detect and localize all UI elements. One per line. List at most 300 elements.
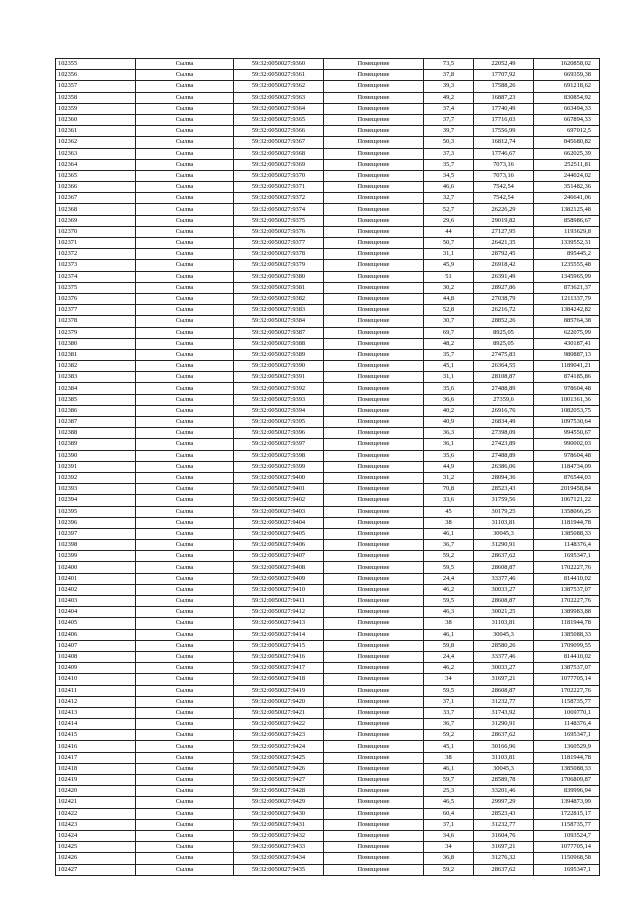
table-row <box>56 103 600 114</box>
table-row <box>56 249 600 260</box>
cell-settlement: Сылва <box>136 540 234 551</box>
cell-specific-value: 26391,49 <box>474 271 534 282</box>
cell-specific-value: 31103,81 <box>474 618 534 629</box>
cell-cadastral-number: 59:32:0050027:9369 <box>234 159 324 170</box>
cell-area: 25,3 <box>424 786 474 797</box>
cell-specific-value: 31743,92 <box>474 707 534 718</box>
cell-specific-value: 26918,42 <box>474 260 534 271</box>
cell-specific-value: 28523,43 <box>474 484 534 495</box>
cell-object-kind: Помещение <box>324 528 424 539</box>
cell-area: 45,1 <box>424 741 474 752</box>
cell-cadastral-value: 662025,39 <box>534 148 600 159</box>
cell-specific-value: 33201,46 <box>474 786 534 797</box>
cell-row-id: 102373 <box>56 260 136 271</box>
cell-cadastral-value: 978604,48 <box>534 383 600 394</box>
cell-settlement: Сылва <box>136 103 234 114</box>
table-row <box>56 260 600 271</box>
cell-specific-value: 27398,09 <box>474 428 534 439</box>
cell-object-kind: Помещение <box>324 249 424 260</box>
cell-cadastral-number: 59:32:0050027:9381 <box>234 282 324 293</box>
cell-specific-value: 28523,43 <box>474 808 534 819</box>
cell-settlement: Сылва <box>136 193 234 204</box>
cell-object-kind: Помещение <box>324 349 424 360</box>
table-row <box>56 786 600 797</box>
cell-cadastral-number: 59:32:0050027:9406 <box>234 540 324 551</box>
cell-cadastral-number: 59:32:0050027:9412 <box>234 607 324 618</box>
cell-settlement: Сылва <box>136 316 234 327</box>
cell-settlement: Сылва <box>136 484 234 495</box>
cell-cadastral-value: 1387537,07 <box>534 584 600 595</box>
cell-row-id: 102363 <box>56 148 136 159</box>
cell-settlement: Сылва <box>136 59 234 70</box>
cell-row-id: 102370 <box>56 226 136 237</box>
cell-cadastral-number: 59:32:0050027:9427 <box>234 775 324 786</box>
cell-area: 24,4 <box>424 651 474 662</box>
cell-area: 48,2 <box>424 338 474 349</box>
cell-object-kind: Помещение <box>324 719 424 730</box>
cell-object-kind: Помещение <box>324 584 424 595</box>
cell-specific-value: 7542,54 <box>474 182 534 193</box>
cell-object-kind: Помещение <box>324 763 424 774</box>
cell-cadastral-number: 59:32:0050027:9361 <box>234 70 324 81</box>
cell-specific-value: 28608,87 <box>474 562 534 573</box>
cell-cadastral-number: 59:32:0050027:9368 <box>234 148 324 159</box>
cell-row-id: 102398 <box>56 540 136 551</box>
cell-cadastral-value: 1077705,14 <box>534 842 600 853</box>
cell-object-kind: Помещение <box>324 596 424 607</box>
cell-area: 50,3 <box>424 137 474 148</box>
table-row <box>56 159 600 170</box>
cell-cadastral-number: 59:32:0050027:9377 <box>234 238 324 249</box>
cell-cadastral-number: 59:32:0050027:9372 <box>234 193 324 204</box>
cell-cadastral-number: 59:32:0050027:9395 <box>234 417 324 428</box>
cell-cadastral-number: 59:32:0050027:9413 <box>234 618 324 629</box>
cell-area: 38 <box>424 517 474 528</box>
cell-cadastral-number: 59:32:0050027:9423 <box>234 730 324 741</box>
cell-cadastral-number: 59:32:0050027:9362 <box>234 81 324 92</box>
cell-settlement: Сылва <box>136 81 234 92</box>
cell-settlement: Сылва <box>136 204 234 215</box>
cell-cadastral-number: 59:32:0050027:9425 <box>234 752 324 763</box>
cell-area: 32,7 <box>424 193 474 204</box>
cell-settlement: Сылва <box>136 226 234 237</box>
cell-area: 46,2 <box>424 663 474 674</box>
cell-area: 34,6 <box>424 830 474 841</box>
cell-object-kind: Помещение <box>324 685 424 696</box>
cell-settlement: Сылва <box>136 640 234 651</box>
cell-object-kind: Помещение <box>324 238 424 249</box>
cell-cadastral-number: 59:32:0050027:9428 <box>234 786 324 797</box>
cell-cadastral-value: 858986,67 <box>534 215 600 226</box>
cell-cadastral-number: 59:32:0050027:9396 <box>234 428 324 439</box>
cell-settlement: Сылва <box>136 428 234 439</box>
cell-specific-value: 30021,25 <box>474 607 534 618</box>
cell-settlement: Сылва <box>136 159 234 170</box>
cell-area: 31,2 <box>424 472 474 483</box>
table-row <box>56 305 600 316</box>
cell-specific-value: 16812,74 <box>474 137 534 148</box>
cell-area: 34 <box>424 842 474 853</box>
cell-cadastral-number: 59:32:0050027:9382 <box>234 293 324 304</box>
cell-row-id: 102376 <box>56 293 136 304</box>
cell-specific-value: 28094,36 <box>474 472 534 483</box>
cell-specific-value: 27488,89 <box>474 383 534 394</box>
cell-specific-value: 8925,05 <box>474 327 534 338</box>
cell-row-id: 102397 <box>56 528 136 539</box>
table-row <box>56 417 600 428</box>
cell-object-kind: Помещение <box>324 126 424 137</box>
cell-row-id: 102390 <box>56 450 136 461</box>
cell-row-id: 102384 <box>56 383 136 394</box>
cell-object-kind: Помещение <box>324 361 424 372</box>
cell-cadastral-value: 1148376,4 <box>534 719 600 730</box>
cell-specific-value: 33377,46 <box>474 651 534 662</box>
cell-specific-value: 27359,6 <box>474 394 534 405</box>
cell-settlement: Сылва <box>136 573 234 584</box>
cell-cadastral-value: 1193629,8 <box>534 226 600 237</box>
cell-object-kind: Помещение <box>324 707 424 718</box>
cell-settlement: Сылва <box>136 461 234 472</box>
cell-settlement: Сылва <box>136 305 234 316</box>
cell-row-id: 102381 <box>56 349 136 360</box>
cell-row-id: 102408 <box>56 651 136 662</box>
table-row <box>56 607 600 618</box>
cell-area: 59,5 <box>424 685 474 696</box>
cell-object-kind: Помещение <box>324 618 424 629</box>
cell-specific-value: 17707,92 <box>474 70 534 81</box>
cell-specific-value: 30179,25 <box>474 506 534 517</box>
cell-area: 44 <box>424 226 474 237</box>
cell-row-id: 102418 <box>56 763 136 774</box>
table-row <box>56 674 600 685</box>
cell-specific-value: 16887,23 <box>474 92 534 103</box>
cell-settlement: Сылва <box>136 349 234 360</box>
table-row <box>56 59 600 70</box>
cell-object-kind: Помещение <box>324 137 424 148</box>
cell-row-id: 102419 <box>56 775 136 786</box>
cell-area: 37,7 <box>424 114 474 125</box>
cell-cadastral-number: 59:32:0050027:9394 <box>234 405 324 416</box>
cell-area: 46,1 <box>424 528 474 539</box>
table-row <box>56 316 600 327</box>
cell-row-id: 102414 <box>56 719 136 730</box>
cell-cadastral-number: 59:32:0050027:9419 <box>234 685 324 696</box>
cell-settlement: Сылва <box>136 707 234 718</box>
cell-area: 40,2 <box>424 405 474 416</box>
cell-cadastral-value: 1695347,1 <box>534 730 600 741</box>
cell-area: 36,8 <box>424 853 474 864</box>
cell-cadastral-number: 59:32:0050027:9402 <box>234 495 324 506</box>
cell-specific-value: 17746,67 <box>474 148 534 159</box>
cell-specific-value: 26216,72 <box>474 305 534 316</box>
cell-object-kind: Помещение <box>324 663 424 674</box>
cell-settlement: Сылва <box>136 182 234 193</box>
cell-cadastral-number: 59:32:0050027:9411 <box>234 596 324 607</box>
cell-object-kind: Помещение <box>324 797 424 808</box>
cell-cadastral-value: 1339552,31 <box>534 238 600 249</box>
table-row <box>56 137 600 148</box>
cell-cadastral-value: 663494,33 <box>534 103 600 114</box>
cell-row-id: 102399 <box>56 551 136 562</box>
cell-row-id: 102392 <box>56 472 136 483</box>
cell-area: 35,6 <box>424 383 474 394</box>
table-row <box>56 640 600 651</box>
cell-cadastral-number: 59:32:0050027:9431 <box>234 819 324 830</box>
cell-specific-value: 27488,89 <box>474 450 534 461</box>
table-row <box>56 484 600 495</box>
cell-object-kind: Помещение <box>324 383 424 394</box>
cell-object-kind: Помещение <box>324 674 424 685</box>
cell-row-id: 102395 <box>56 506 136 517</box>
table-row <box>56 741 600 752</box>
cell-object-kind: Помещение <box>324 193 424 204</box>
cell-object-kind: Помещение <box>324 853 424 864</box>
cell-cadastral-number: 59:32:0050027:9390 <box>234 361 324 372</box>
cell-cadastral-number: 59:32:0050027:9383 <box>234 305 324 316</box>
cell-row-id: 102421 <box>56 797 136 808</box>
table-row <box>56 92 600 103</box>
cell-settlement: Сылва <box>136 551 234 562</box>
cell-row-id: 102410 <box>56 674 136 685</box>
cell-settlement: Сылва <box>136 271 234 282</box>
cell-specific-value: 31232,77 <box>474 696 534 707</box>
cell-row-id: 102388 <box>56 428 136 439</box>
cell-area: 59,2 <box>424 551 474 562</box>
table-row <box>56 495 600 506</box>
table-row <box>56 282 600 293</box>
table-row <box>56 428 600 439</box>
table-row <box>56 148 600 159</box>
cell-cadastral-value: 252511,81 <box>534 159 600 170</box>
cell-area: 50,7 <box>424 238 474 249</box>
cell-cadastral-number: 59:32:0050027:9364 <box>234 103 324 114</box>
cell-cadastral-number: 59:32:0050027:9418 <box>234 674 324 685</box>
cell-object-kind: Помещение <box>324 786 424 797</box>
cell-row-id: 102404 <box>56 607 136 618</box>
cell-area: 46,1 <box>424 763 474 774</box>
cell-settlement: Сылва <box>136 249 234 260</box>
cell-cadastral-value: 2019458,84 <box>534 484 600 495</box>
cell-cadastral-value: 839996,94 <box>534 786 600 797</box>
cell-row-id: 102383 <box>56 372 136 383</box>
cell-object-kind: Помещение <box>324 59 424 70</box>
cell-cadastral-value: 1067121,22 <box>534 495 600 506</box>
cell-cadastral-number: 59:32:0050027:9388 <box>234 338 324 349</box>
cell-cadastral-value: 873621,37 <box>534 282 600 293</box>
cell-cadastral-value: 980887,13 <box>534 349 600 360</box>
cell-row-id: 102355 <box>56 59 136 70</box>
cell-specific-value: 31103,81 <box>474 752 534 763</box>
cell-specific-value: 26916,76 <box>474 405 534 416</box>
cell-cadastral-value: 1384242,82 <box>534 305 600 316</box>
cell-settlement: Сылва <box>136 506 234 517</box>
cell-cadastral-value: 1695347,1 <box>534 864 600 875</box>
cell-cadastral-number: 59:32:0050027:9379 <box>234 260 324 271</box>
cell-row-id: 102425 <box>56 842 136 853</box>
cell-area: 33,6 <box>424 495 474 506</box>
cell-settlement: Сылва <box>136 260 234 271</box>
cell-object-kind: Помещение <box>324 226 424 237</box>
cell-object-kind: Помещение <box>324 741 424 752</box>
cell-row-id: 102400 <box>56 562 136 573</box>
table-row <box>56 685 600 696</box>
cell-row-id: 102422 <box>56 808 136 819</box>
cell-row-id: 102416 <box>56 741 136 752</box>
table-row <box>56 439 600 450</box>
cell-row-id: 102357 <box>56 81 136 92</box>
table-row <box>56 70 600 81</box>
cell-object-kind: Помещение <box>324 607 424 618</box>
table-row <box>56 551 600 562</box>
cell-cadastral-value: 1394873,99 <box>534 797 600 808</box>
cell-row-id: 102382 <box>56 361 136 372</box>
cell-row-id: 102365 <box>56 170 136 181</box>
cell-cadastral-value: 1181944,78 <box>534 618 600 629</box>
cell-settlement: Сылва <box>136 808 234 819</box>
cell-cadastral-value: 1702227,76 <box>534 562 600 573</box>
cell-cadastral-number: 59:32:0050027:9363 <box>234 92 324 103</box>
cell-settlement: Сылва <box>136 439 234 450</box>
cell-object-kind: Помещение <box>324 260 424 271</box>
table-row <box>56 651 600 662</box>
cell-specific-value: 28852,26 <box>474 316 534 327</box>
cell-cadastral-number: 59:32:0050027:9414 <box>234 629 324 640</box>
cell-area: 38 <box>424 752 474 763</box>
cell-row-id: 102367 <box>56 193 136 204</box>
cell-cadastral-value: 978604,48 <box>534 450 600 461</box>
cell-row-id: 102386 <box>56 405 136 416</box>
cell-object-kind: Помещение <box>324 842 424 853</box>
cell-settlement: Сылва <box>136 215 234 226</box>
cell-specific-value: 30033,27 <box>474 584 534 595</box>
cell-cadastral-value: 1709099,55 <box>534 640 600 651</box>
table-body <box>56 59 600 876</box>
cell-cadastral-number: 59:32:0050027:9429 <box>234 797 324 808</box>
table-row <box>56 372 600 383</box>
cell-cadastral-value: 1148376,4 <box>534 540 600 551</box>
cell-object-kind: Помещение <box>324 204 424 215</box>
cell-area: 40,9 <box>424 417 474 428</box>
document-page <box>55 58 599 876</box>
cell-settlement: Сылва <box>136 562 234 573</box>
cell-specific-value: 28108,87 <box>474 372 534 383</box>
cell-specific-value: 28792,45 <box>474 249 534 260</box>
cell-area: 45,1 <box>424 361 474 372</box>
cell-settlement: Сылва <box>136 137 234 148</box>
cell-cadastral-number: 59:32:0050027:9430 <box>234 808 324 819</box>
cell-cadastral-number: 59:32:0050027:9434 <box>234 853 324 864</box>
cell-area: 34 <box>424 674 474 685</box>
cell-settlement: Сылва <box>136 864 234 875</box>
cell-settlement: Сылва <box>136 685 234 696</box>
cell-settlement: Сылва <box>136 126 234 137</box>
cell-settlement: Сылва <box>136 517 234 528</box>
cell-area: 44,9 <box>424 461 474 472</box>
table-row <box>56 573 600 584</box>
cell-cadastral-value: 1345965,99 <box>534 271 600 282</box>
cell-cadastral-number: 59:32:0050027:9360 <box>234 59 324 70</box>
cell-cadastral-value: 1695347,1 <box>534 551 600 562</box>
table-row <box>56 707 600 718</box>
cell-area: 39,7 <box>424 126 474 137</box>
cell-settlement: Сылва <box>136 663 234 674</box>
cell-cadastral-number: 59:32:0050027:9366 <box>234 126 324 137</box>
cell-cadastral-value: 697012,5 <box>534 126 600 137</box>
cell-cadastral-value: 1097530,64 <box>534 417 600 428</box>
cell-area: 45,9 <box>424 260 474 271</box>
cell-area: 46,3 <box>424 607 474 618</box>
cell-row-id: 102364 <box>56 159 136 170</box>
cell-area: 37,8 <box>424 70 474 81</box>
cell-settlement: Сылва <box>136 797 234 808</box>
table-row <box>56 226 600 237</box>
cell-row-id: 102389 <box>56 439 136 450</box>
cell-specific-value: 28637,62 <box>474 551 534 562</box>
cell-row-id: 102377 <box>56 305 136 316</box>
cell-object-kind: Помещение <box>324 70 424 81</box>
cell-settlement: Сылва <box>136 394 234 405</box>
cell-cadastral-number: 59:32:0050027:9410 <box>234 584 324 595</box>
cell-area: 29,6 <box>424 215 474 226</box>
cell-cadastral-value: 994550,67 <box>534 428 600 439</box>
cell-object-kind: Помещение <box>324 305 424 316</box>
cell-cadastral-number: 59:32:0050027:9374 <box>234 204 324 215</box>
cell-object-kind: Помещение <box>324 562 424 573</box>
cell-settlement: Сылва <box>136 472 234 483</box>
table-row <box>56 763 600 774</box>
cell-cadastral-value: 1181944,78 <box>534 752 600 763</box>
cell-specific-value: 30045,3 <box>474 763 534 774</box>
cell-specific-value: 31697,21 <box>474 674 534 685</box>
cell-area: 52,8 <box>424 305 474 316</box>
cell-specific-value: 28637,62 <box>474 730 534 741</box>
cell-specific-value: 28580,26 <box>474 640 534 651</box>
cell-cadastral-value: 1077705,14 <box>534 674 600 685</box>
cell-area: 60,4 <box>424 808 474 819</box>
cell-object-kind: Помещение <box>324 271 424 282</box>
cell-specific-value: 31759,56 <box>474 495 534 506</box>
cell-row-id: 102427 <box>56 864 136 875</box>
cell-area: 31,1 <box>424 372 474 383</box>
cell-specific-value: 26364,55 <box>474 361 534 372</box>
cell-cadastral-value: 1093524,7 <box>534 830 600 841</box>
cell-cadastral-value: 1382125,48 <box>534 204 600 215</box>
cell-specific-value: 26421,35 <box>474 238 534 249</box>
cell-object-kind: Помещение <box>324 573 424 584</box>
cell-cadastral-value: 622075,99 <box>534 327 600 338</box>
cell-cadastral-number: 59:32:0050027:9405 <box>234 528 324 539</box>
cell-cadastral-value: 1702227,76 <box>534 596 600 607</box>
cell-cadastral-number: 59:32:0050027:9432 <box>234 830 324 841</box>
cell-area: 30,2 <box>424 282 474 293</box>
cell-cadastral-number: 59:32:0050027:9416 <box>234 651 324 662</box>
cell-row-id: 102403 <box>56 596 136 607</box>
cell-cadastral-value: 895445,2 <box>534 249 600 260</box>
cell-cadastral-value: 1358066,25 <box>534 506 600 517</box>
cell-object-kind: Помещение <box>324 696 424 707</box>
cell-area: 45 <box>424 506 474 517</box>
cell-row-id: 102356 <box>56 70 136 81</box>
cell-specific-value: 28637,62 <box>474 864 534 875</box>
cell-area: 46,1 <box>424 629 474 640</box>
cell-area: 33,7 <box>424 707 474 718</box>
cell-row-id: 102411 <box>56 685 136 696</box>
table-row <box>56 562 600 573</box>
table-row <box>56 819 600 830</box>
table-row <box>56 182 600 193</box>
cell-specific-value: 30033,27 <box>474 663 534 674</box>
cell-area: 44,8 <box>424 293 474 304</box>
